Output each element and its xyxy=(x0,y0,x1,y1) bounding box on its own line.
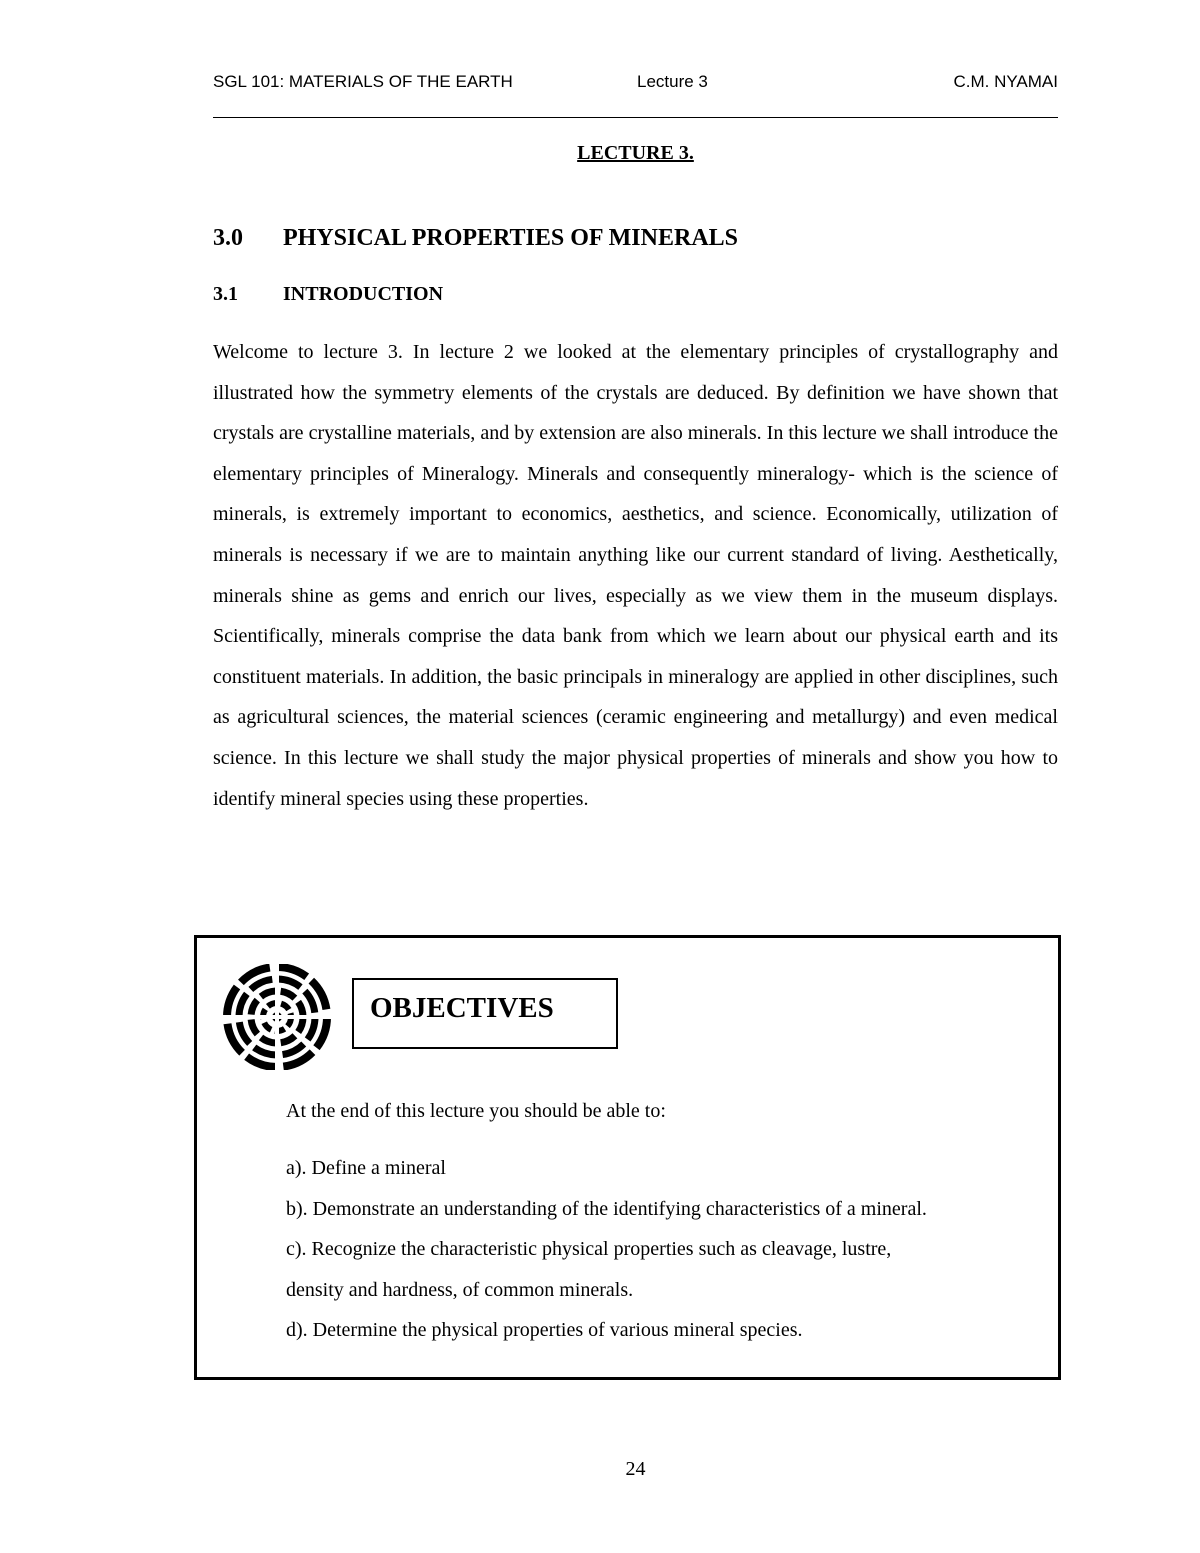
objective-item: a). Define a mineral xyxy=(286,1157,446,1179)
objectives-label: OBJECTIVES xyxy=(370,992,554,1024)
header-course: SGL 101: MATERIALS OF THE EARTH xyxy=(213,72,513,91)
objective-item: d). Determine the physical properties of various mineral species. xyxy=(286,1319,803,1341)
subsection-number: 3.1 xyxy=(213,283,238,305)
header-author: C.M. NYAMAI xyxy=(953,72,1058,91)
objectives-label-box xyxy=(352,978,618,1049)
subsection-title: INTRODUCTION xyxy=(283,283,444,305)
section-heading xyxy=(213,225,738,252)
lecture-title: LECTURE 3. xyxy=(577,142,694,164)
running-header xyxy=(213,72,1058,96)
objective-item: c). Recognize the characteristic physical properties such as cleavage, lustre, xyxy=(286,1238,892,1260)
objective-item-continuation: density and hardness, of common minerals. xyxy=(286,1278,634,1301)
objectives-list xyxy=(286,1148,1046,1351)
page-number: 24 xyxy=(625,1458,646,1480)
header-rule xyxy=(213,117,1058,118)
header-lecture: Lecture 3 xyxy=(637,72,708,91)
intro-paragraph: Welcome to lecture 3. In lecture 2 we looked at the elementary principles of crystallography and illustrated how the symmetry elements of the crystals are deduced. By definition we have shown that crystals are crystalline materials, and by extension are also minerals. In this lecture we shall introduce the elementary principles of Mineralogy. Minerals and consequently mineralogy- which is the science of minerals, is extremely important to economics, aesthetics, and science. Economically, utilization of minerals is necessary if we are to maintain anything like our current standard of living. Aesthetically, minerals shine as gems and enrich our lives, especially as we view them in the museum displays. Scientifically, minerals comprise the data bank from which we learn about our physical earth and its constituent materials. In addition, the basic principals in mineralogy are applied in other disciplines, such as agricultural sciences, the material sciences (ceramic engineering and metallurgy) and even medical science. In this lecture we shall study the major physical properties of minerals and show you how to identify mineral species using these properties. xyxy=(213,341,1058,810)
subsection-heading xyxy=(213,283,443,306)
section-number: 3.0 xyxy=(213,225,243,251)
objectives-box xyxy=(194,935,1061,1380)
objective-item: b). Demonstrate an understanding of the identifying characteristics of a mineral. xyxy=(286,1197,927,1220)
objectives-lead: At the end of this lecture you should be able to: xyxy=(286,1100,666,1122)
section-title: PHYSICAL PROPERTIES OF MINERALS xyxy=(283,225,739,251)
target-icon xyxy=(219,964,335,1070)
